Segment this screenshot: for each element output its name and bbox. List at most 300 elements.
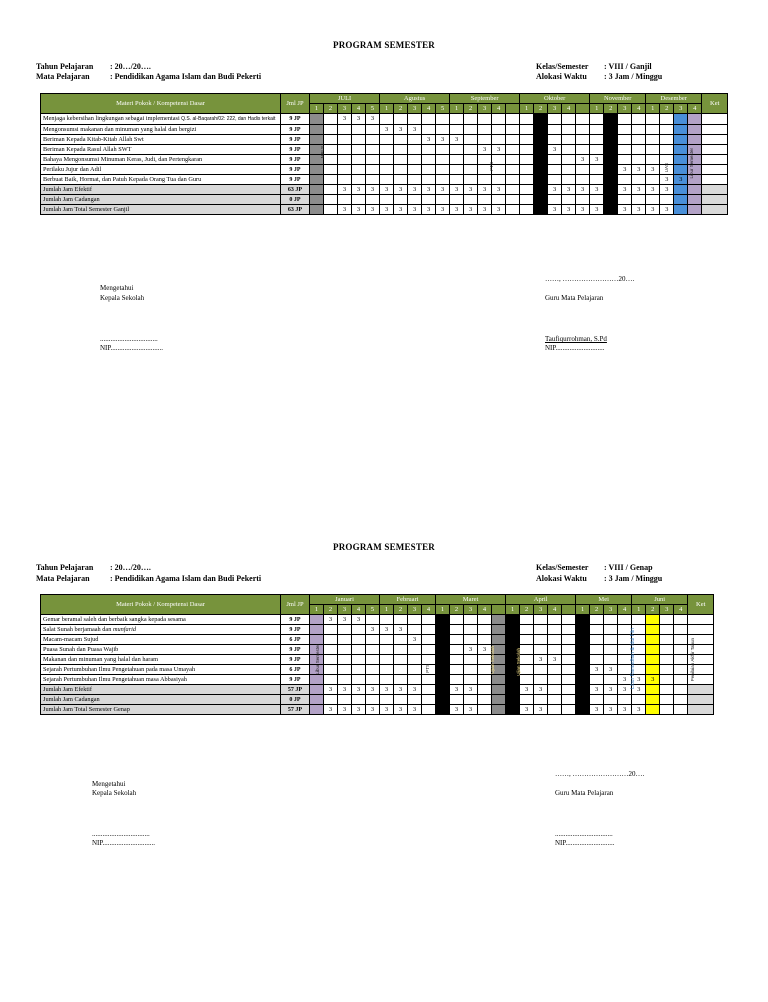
- week-cell: [450, 635, 464, 645]
- week-cell: [450, 125, 464, 135]
- week-cell: 3: [618, 685, 632, 695]
- week-cell: 3: [450, 185, 464, 195]
- week-cell: [408, 625, 422, 635]
- header-week: [506, 104, 520, 114]
- week-cell: [674, 675, 688, 685]
- sign-kepala-sekolah: Kepala Sekolah: [92, 789, 137, 797]
- week-cell: [520, 145, 534, 155]
- header-month: Desember: [646, 94, 702, 104]
- header-week: 1: [520, 104, 534, 114]
- week-cell: [548, 165, 562, 175]
- week-cell: [478, 114, 492, 125]
- table-row: [41, 655, 714, 665]
- week-cell: [660, 135, 674, 145]
- table-row: [41, 635, 714, 645]
- summary-label: Jumlah Jam Cadangan: [41, 195, 281, 205]
- week-cell: 3: [604, 665, 618, 675]
- week-cell: 3: [366, 185, 380, 195]
- week-cell: [492, 685, 506, 695]
- week-cell: 3: [450, 205, 464, 215]
- week-cell: [674, 145, 688, 155]
- week-cell: [674, 705, 688, 715]
- week-cell: [576, 665, 590, 675]
- week-cell: [324, 625, 338, 635]
- materi-cell: [41, 645, 281, 655]
- header-week: 3: [408, 605, 422, 615]
- header-week: 4: [352, 104, 366, 114]
- week-cell: [338, 675, 352, 685]
- week-cell: [618, 175, 632, 185]
- week-cell: [436, 125, 450, 135]
- week-cell: 3: [380, 125, 394, 135]
- ket-cell: [702, 145, 728, 155]
- week-cell: [478, 175, 492, 185]
- week-cell: [632, 125, 646, 135]
- materi-cell: [41, 165, 281, 175]
- week-cell: [450, 675, 464, 685]
- week-cell: [352, 165, 366, 175]
- week-cell: 3: [422, 185, 436, 195]
- header-week: 2: [324, 104, 338, 114]
- week-cell: [520, 165, 534, 175]
- week-cell: 3: [436, 185, 450, 195]
- week-cell: [394, 665, 408, 675]
- week-cell: [366, 645, 380, 655]
- week-cell: [590, 655, 604, 665]
- week-cell: [450, 155, 464, 165]
- materi-text: Macam-macam Sujud: [43, 635, 99, 643]
- week-cell: [324, 205, 338, 215]
- week-cell: [674, 685, 688, 695]
- week-cell: [632, 195, 646, 205]
- week-cell: [674, 125, 688, 135]
- week-cell: [380, 145, 394, 155]
- week-cell: 3: [548, 185, 562, 195]
- ket-cell: [702, 135, 728, 145]
- week-cell: 3: [366, 205, 380, 215]
- week-cell: [562, 705, 576, 715]
- header-week: 1: [506, 605, 520, 615]
- materi-cell: [41, 125, 281, 135]
- week-cell: 3: [464, 705, 478, 715]
- week-cell: 3: [464, 205, 478, 215]
- week-cell: [324, 645, 338, 655]
- week-cell: [324, 635, 338, 645]
- week-cell: [632, 145, 646, 155]
- week-cell: [688, 205, 702, 215]
- ket-cell: [688, 615, 714, 625]
- table-row: [41, 675, 714, 685]
- header-week: 4: [492, 104, 506, 114]
- week-cell: [548, 635, 562, 645]
- week-cell: 3: [604, 155, 618, 165]
- week-cell: [310, 114, 324, 125]
- week-cell: [352, 175, 366, 185]
- week-cell: 3: [338, 185, 352, 195]
- week-cell: [380, 114, 394, 125]
- week-cell: [380, 655, 394, 665]
- week-cell: [590, 645, 604, 655]
- week-cell: [436, 114, 450, 125]
- materi-cell: [41, 625, 281, 635]
- week-cell: [576, 675, 590, 685]
- week-cell: 3: [408, 705, 422, 715]
- materi-text: Gemar beramal saleh dan berbaik sangka kepada sesama: [43, 615, 186, 623]
- materi-cell: [41, 155, 281, 165]
- week-cell: [422, 705, 436, 715]
- header-week: 1: [646, 104, 660, 114]
- week-cell: [408, 165, 422, 175]
- week-cell: 3: [352, 705, 366, 715]
- week-cell: [338, 635, 352, 645]
- week-cell: [422, 125, 436, 135]
- summary-row: [41, 185, 728, 195]
- week-cell: [436, 175, 450, 185]
- week-cell: [520, 695, 534, 705]
- materi-text: Beriman Kepada Rasul Allah SWT: [43, 145, 132, 153]
- week-cell: [366, 675, 380, 685]
- week-cell: [380, 175, 394, 185]
- ket-cell: [702, 185, 728, 195]
- week-cell: [310, 685, 324, 695]
- materi-extra: munfarid: [112, 625, 137, 633]
- week-cell: 3: [478, 185, 492, 195]
- week-cell: 3: [394, 685, 408, 695]
- header-month: September: [450, 94, 520, 104]
- week-cell: 3: [492, 145, 506, 155]
- week-cell: [534, 615, 548, 625]
- header-materi: Materi Pokok / Kompetensi Dasar: [41, 94, 281, 114]
- materi-cell: [41, 175, 281, 185]
- week-cell: [478, 705, 492, 715]
- week-cell: [506, 705, 520, 715]
- week-cell: [422, 685, 436, 695]
- meta-tahun: Tahun Pelajaran : 20…/20….: [36, 62, 151, 71]
- week-cell: [534, 125, 548, 135]
- header-week: 3: [408, 104, 422, 114]
- materi-text: Sejarah Pertumbuhan Ilmu Pengetahuan masa Abbasiyah: [43, 675, 187, 683]
- week-cell: [520, 615, 534, 625]
- header-week: 1: [576, 605, 590, 615]
- header-week: 3: [338, 605, 352, 615]
- header-week: 2: [394, 605, 408, 615]
- sign-right-name: .................................: [555, 830, 613, 838]
- week-cell: [408, 175, 422, 185]
- week-cell: [562, 195, 576, 205]
- week-cell: [604, 655, 618, 665]
- week-cell: [408, 615, 422, 625]
- materi-cell: [41, 145, 281, 155]
- week-cell: [548, 615, 562, 625]
- header-materi: Materi Pokok / Kompetensi Dasar: [41, 595, 281, 615]
- week-cell: 3: [576, 205, 590, 215]
- header-week: 4: [352, 605, 366, 615]
- header-week: 1: [590, 104, 604, 114]
- week-cell: 3: [380, 185, 394, 195]
- week-cell: [506, 185, 520, 195]
- ket-cell: [702, 155, 728, 165]
- week-cell: 3: [436, 135, 450, 145]
- week-cell: 3: [548, 205, 562, 215]
- week-cell: [338, 125, 352, 135]
- jp-cell: 9 JP: [281, 135, 310, 145]
- jp-cell: 9 JP: [281, 114, 310, 125]
- week-cell: [422, 145, 436, 155]
- week-cell: 3: [464, 185, 478, 195]
- week-cell: [604, 695, 618, 705]
- week-cell: [492, 625, 506, 635]
- header-week: 4: [548, 605, 562, 615]
- week-cell: [408, 695, 422, 705]
- table-row: [41, 125, 728, 135]
- week-cell: [590, 175, 604, 185]
- week-cell: [674, 655, 688, 665]
- sign-right-nip: NIP............................: [545, 344, 605, 352]
- week-cell: [604, 205, 618, 215]
- week-cell: [646, 705, 660, 715]
- week-cell: [576, 705, 590, 715]
- week-cell: [506, 155, 520, 165]
- week-cell: 3: [450, 705, 464, 715]
- table-row: [41, 615, 714, 625]
- week-cell: [506, 625, 520, 635]
- jp-cell: 9 JP: [281, 175, 310, 185]
- sign-mengetahui: Mengetahui: [100, 284, 134, 292]
- week-cell: 3: [422, 205, 436, 215]
- week-cell: [394, 175, 408, 185]
- week-cell: [366, 155, 380, 165]
- sign-mengetahui: Mengetahui: [92, 780, 126, 788]
- sign-place-date: ……, ……………………20….: [555, 770, 645, 778]
- table-row: [41, 145, 728, 155]
- week-cell: 3: [366, 705, 380, 715]
- week-cell: [674, 185, 688, 195]
- week-cell: [464, 165, 478, 175]
- week-cell: [632, 155, 646, 165]
- week-cell: 3: [380, 705, 394, 715]
- week-cell: [646, 615, 660, 625]
- week-cell: [548, 155, 562, 165]
- week-cell: [604, 625, 618, 635]
- header-week: 2: [590, 605, 604, 615]
- week-cell: [380, 635, 394, 645]
- week-cell: [450, 114, 464, 125]
- header-month: Agustus: [380, 94, 450, 104]
- week-cell: [464, 615, 478, 625]
- header-week: 4: [478, 605, 492, 615]
- week-cell: [520, 625, 534, 635]
- header-week: 1: [380, 605, 394, 615]
- week-cell: [506, 205, 520, 215]
- week-cell: [590, 615, 604, 625]
- week-cell: [450, 695, 464, 705]
- header-week: 1: [310, 605, 324, 615]
- week-cell: [408, 114, 422, 125]
- week-cell: [366, 135, 380, 145]
- week-cell: [548, 665, 562, 675]
- materi-text: Menjaga kebersihan lingkungan sebagai implementasi: [43, 115, 180, 122]
- week-cell: [506, 675, 520, 685]
- meta-alokasi: Alokasi Waktu : 3 Jam / Minggu: [536, 72, 663, 81]
- header-week: 4: [618, 605, 632, 615]
- label-ujian-sekolah-2: Ujian Sekolah: [516, 648, 521, 676]
- summary-jp: 57 JP: [281, 705, 310, 715]
- week-cell: [562, 625, 576, 635]
- week-cell: 3: [520, 685, 534, 695]
- header-ket: Ket: [688, 595, 714, 615]
- week-cell: 3: [646, 675, 660, 685]
- week-cell: [618, 135, 632, 145]
- week-cell: 3: [380, 625, 394, 635]
- sheet-title: PROGRAM SEMESTER: [333, 40, 435, 50]
- week-cell: [464, 195, 478, 205]
- week-cell: [534, 635, 548, 645]
- week-cell: [674, 635, 688, 645]
- week-cell: [366, 615, 380, 625]
- week-cell: [324, 175, 338, 185]
- week-cell: 3: [352, 114, 366, 125]
- week-cell: 3: [338, 615, 352, 625]
- week-cell: [352, 635, 366, 645]
- header-week: 4: [562, 104, 576, 114]
- week-cell: [688, 185, 702, 195]
- week-cell: [660, 665, 674, 675]
- week-cell: 3: [394, 185, 408, 195]
- week-cell: [422, 615, 436, 625]
- week-cell: [436, 645, 450, 655]
- week-cell: [660, 705, 674, 715]
- week-cell: [520, 675, 534, 685]
- week-cell: 3: [590, 185, 604, 195]
- week-cell: [660, 125, 674, 135]
- summary-label: Jumlah Jam Efektif: [41, 185, 281, 195]
- week-cell: [310, 615, 324, 625]
- week-cell: [562, 685, 576, 695]
- week-cell: [352, 645, 366, 655]
- week-cell: [478, 625, 492, 635]
- week-cell: [506, 114, 520, 125]
- week-cell: [646, 685, 660, 695]
- week-cell: 3: [590, 685, 604, 695]
- sign-place-date: ……, ……………………20….: [545, 275, 635, 283]
- week-cell: [338, 645, 352, 655]
- week-cell: 3: [492, 185, 506, 195]
- week-cell: 3: [394, 705, 408, 715]
- jp-cell: 9 JP: [281, 615, 310, 625]
- week-cell: [464, 125, 478, 135]
- sign-left-nip: NIP..............................: [100, 344, 164, 352]
- week-cell: [534, 165, 548, 175]
- week-cell: [646, 625, 660, 635]
- week-cell: 3: [450, 135, 464, 145]
- week-cell: 3: [380, 685, 394, 695]
- sign-left-name: .................................: [92, 830, 150, 838]
- week-cell: [352, 675, 366, 685]
- week-cell: [338, 625, 352, 635]
- week-cell: [604, 615, 618, 625]
- week-cell: [324, 665, 338, 675]
- week-cell: [352, 655, 366, 665]
- week-cell: [422, 625, 436, 635]
- week-cell: [576, 625, 590, 635]
- header-week: 3: [534, 605, 548, 615]
- week-cell: [688, 114, 702, 125]
- week-cell: [310, 125, 324, 135]
- summary-jp: 0 JP: [281, 695, 310, 705]
- week-cell: [352, 125, 366, 135]
- week-cell: [646, 695, 660, 705]
- week-cell: [590, 695, 604, 705]
- meta-mapel: Mata Pelajaran : Pendidikan Agama Islam dan Budi Pekerti: [36, 72, 262, 81]
- meta-mapel: Mata Pelajaran : Pendidikan Agama Islam dan Budi Pekerti: [36, 574, 262, 583]
- week-cell: [464, 135, 478, 145]
- week-cell: 3: [366, 625, 380, 635]
- week-cell: [688, 135, 702, 145]
- week-cell: 3: [632, 675, 646, 685]
- week-cell: [534, 185, 548, 195]
- materi-text: Sejarah Pertumbuhan Ilmu Pengetahuan pada masa Umayah: [43, 665, 196, 673]
- week-cell: [324, 155, 338, 165]
- week-cell: [338, 155, 352, 165]
- ket-cell: [688, 695, 714, 705]
- week-cell: [324, 185, 338, 195]
- week-cell: [674, 625, 688, 635]
- label-libur-semester: Libur Semester: [315, 644, 320, 675]
- week-cell: [576, 695, 590, 705]
- week-cell: [660, 655, 674, 665]
- week-cell: 3: [324, 615, 338, 625]
- week-cell: 3: [674, 175, 688, 185]
- sign-kepala-sekolah: Kepala Sekolah: [100, 294, 145, 302]
- week-cell: 3: [562, 185, 576, 195]
- week-cell: 3: [604, 705, 618, 715]
- week-cell: [576, 165, 590, 175]
- week-cell: [310, 135, 324, 145]
- week-cell: 3: [408, 125, 422, 135]
- week-cell: [422, 695, 436, 705]
- week-cell: [436, 675, 450, 685]
- week-cell: [534, 114, 548, 125]
- week-cell: [394, 695, 408, 705]
- week-cell: [548, 625, 562, 635]
- week-cell: 3: [632, 165, 646, 175]
- week-cell: [506, 165, 520, 175]
- week-cell: 3: [590, 205, 604, 215]
- week-cell: [520, 665, 534, 675]
- materi-text: Salat Sunah berjamaah dan: [43, 625, 113, 633]
- week-cell: [576, 125, 590, 135]
- jp-cell: 6 JP: [281, 665, 310, 675]
- week-cell: [534, 675, 548, 685]
- week-cell: [352, 695, 366, 705]
- header-week: 2: [646, 605, 660, 615]
- week-cell: [436, 665, 450, 675]
- week-cell: [324, 655, 338, 665]
- week-cell: 3: [660, 185, 674, 195]
- header-week: 2: [534, 104, 548, 114]
- header-week: 4: [632, 104, 646, 114]
- week-cell: [478, 135, 492, 145]
- week-cell: [618, 195, 632, 205]
- label-ujian-sekolah: Ujian Sekolah: [490, 646, 495, 674]
- week-cell: [618, 695, 632, 705]
- week-cell: [520, 205, 534, 215]
- header-week: 1: [380, 104, 394, 114]
- header-month: Januari: [310, 595, 380, 605]
- week-cell: 3: [646, 185, 660, 195]
- summary-jp: 0 JP: [281, 195, 310, 205]
- week-cell: 3: [660, 205, 674, 215]
